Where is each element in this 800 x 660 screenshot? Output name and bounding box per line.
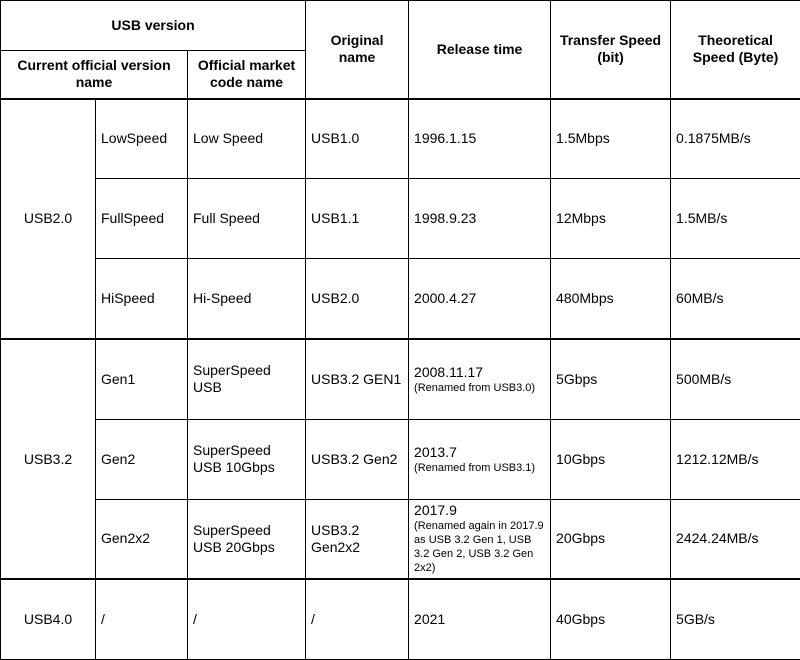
transfer-speed-cell: 20Gbps <box>551 499 671 579</box>
theoretical-speed-cell: 2424.24MB/s <box>671 499 800 579</box>
market-name-cell: SuperSpeed USB 20Gbps <box>188 499 306 579</box>
market-name-cell: SuperSpeed USB <box>188 339 306 419</box>
table-row <box>1 99 800 179</box>
original-name-cell: USB1.1 <box>306 179 409 259</box>
original-name-cell: USB3.2 Gen2 <box>306 419 409 499</box>
release-date: 2017.9 <box>414 502 457 519</box>
table-row <box>1 179 800 259</box>
release-time-cell <box>409 419 551 499</box>
release-date: 2000.4.27 <box>414 290 477 307</box>
transfer-speed-cell: 10Gbps <box>551 419 671 499</box>
table-row <box>1 579 800 659</box>
table-row <box>1 419 800 499</box>
release-note: (Renamed again in 2017.9 as USB 3.2 Gen 1, USB 3.2 Gen 2, USB 3.2 Gen 2x2) <box>414 520 544 575</box>
theoretical-speed-cell: 1.5MB/s <box>671 179 800 259</box>
header-theoretical-speed: Theoretical Speed (Byte) <box>671 1 800 99</box>
market-name-cell: Low Speed <box>188 99 306 179</box>
transfer-speed-cell: 1.5Mbps <box>551 99 671 179</box>
current-name-cell: LowSpeed <box>96 99 188 179</box>
market-name-cell: Hi-Speed <box>188 259 306 339</box>
current-name-cell: Gen1 <box>96 339 188 419</box>
transfer-speed-cell: 480Mbps <box>551 259 671 339</box>
release-time-cell <box>409 579 551 659</box>
release-time-cell <box>409 179 551 259</box>
theoretical-speed-cell: 5GB/s <box>671 579 800 659</box>
original-name-cell: / <box>306 579 409 659</box>
current-name-cell: / <box>96 579 188 659</box>
release-time-cell <box>409 339 551 419</box>
theoretical-speed-cell: 60MB/s <box>671 259 800 339</box>
release-date: 2021 <box>414 611 446 628</box>
original-name-cell: USB2.0 <box>306 259 409 339</box>
transfer-speed-cell: 12Mbps <box>551 179 671 259</box>
group-name-cell: USB4.0 <box>1 579 96 659</box>
header-transfer-speed: Transfer Speed (bit) <box>551 1 671 99</box>
original-name-cell: USB1.0 <box>306 99 409 179</box>
current-name-cell: HiSpeed <box>96 259 188 339</box>
group-name-cell: USB3.2 <box>1 339 96 579</box>
table-row <box>1 499 800 579</box>
release-time-cell <box>409 99 551 179</box>
original-name-cell: USB3.2 GEN1 <box>306 339 409 419</box>
release-date: 2008.11.17 <box>414 363 484 380</box>
transfer-speed-cell: 5Gbps <box>551 339 671 419</box>
release-note: (Renamed from USB3.1) <box>414 461 536 474</box>
header-current-name: Current official version name <box>1 51 188 99</box>
table-body <box>1 99 800 660</box>
release-date: 2013.7 <box>414 443 457 460</box>
theoretical-speed-cell: 1212.12MB/s <box>671 419 800 499</box>
theoretical-speed-cell: 500MB/s <box>671 339 800 419</box>
header-market-name: Official market code name <box>188 51 306 99</box>
current-name-cell: Gen2 <box>96 419 188 499</box>
market-name-cell: SuperSpeed USB 10Gbps <box>188 419 306 499</box>
market-name-cell: Full Speed <box>188 179 306 259</box>
original-name-cell: USB3.2 Gen2x2 <box>306 499 409 579</box>
table-row <box>1 339 800 419</box>
header-row-1 <box>1 1 800 51</box>
transfer-speed-cell: 40Gbps <box>551 579 671 659</box>
header-usb-version: USB version <box>1 1 306 51</box>
release-date: 1998.9.23 <box>414 210 477 227</box>
group-name-cell: USB2.0 <box>1 99 96 339</box>
table-row <box>1 259 800 339</box>
header-release-time: Release time <box>409 1 551 99</box>
current-name-cell: Gen2x2 <box>96 499 188 579</box>
market-name-cell: / <box>188 579 306 659</box>
current-name-cell: FullSpeed <box>96 179 188 259</box>
theoretical-speed-cell: 0.1875MB/s <box>671 99 800 179</box>
header-original-name: Original name <box>306 1 409 99</box>
release-note: (Renamed from USB3.0) <box>414 381 536 394</box>
release-date: 1996.1.15 <box>414 130 477 147</box>
release-time-cell <box>409 259 551 339</box>
release-time-cell <box>409 499 551 579</box>
